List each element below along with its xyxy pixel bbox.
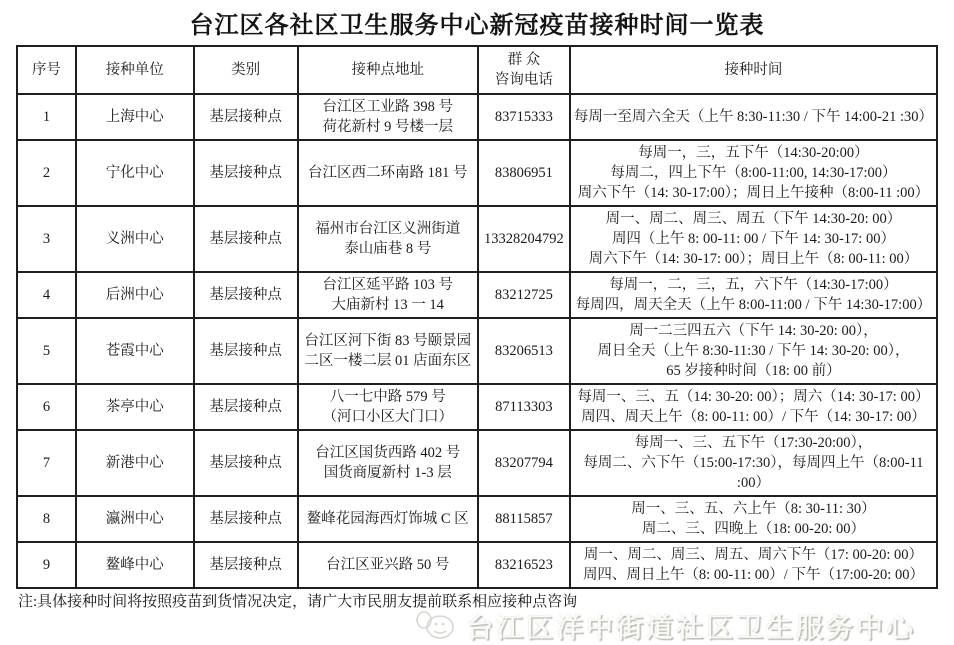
cell-line: 接种单位	[105, 62, 164, 78]
cell-phone: 13328204792	[478, 206, 570, 272]
cell-schedule	[570, 272, 937, 318]
cell-category: 基层接种点	[194, 140, 298, 206]
cell-line: 台江区国货西路 402 号	[315, 445, 461, 461]
cell-line: 周一二三四五六（下午 14: 30-20: 00），	[629, 323, 878, 339]
cell-schedule	[570, 542, 937, 588]
cell-line: （河口小区大门口）	[322, 409, 453, 425]
table-row	[17, 206, 937, 272]
footnote: 注:具体接种时间将按照疫苗到货情况决定，请广大市民朋友提前联系相应接种点咨询	[18, 594, 578, 610]
cell-line: 周六下午（14: 30-17:00）；周日上午接种（8:00-11 :00）	[577, 185, 930, 201]
cell-no: 9	[17, 542, 76, 588]
cell-line: 台江区工业路 398 号	[322, 99, 453, 115]
cell-line: 周四、周天上午（8: 00-11: 00）/ 下午（14: 30-17: 00）	[581, 409, 926, 425]
watermark-logo-icon	[414, 609, 458, 643]
cell-category: 基层接种点	[194, 542, 298, 588]
cell-no: 3	[17, 206, 76, 272]
cell-no: 6	[17, 384, 76, 430]
cell-address	[298, 318, 478, 384]
cell-line: 大庙新村 13 一 14	[331, 297, 444, 313]
cell-category: 基层接种点	[194, 94, 298, 140]
cell-line: 每周一，二，三，五，六下午（14:30-17:00）	[609, 277, 898, 293]
cell-no: 2	[17, 140, 76, 206]
column-header	[76, 46, 194, 94]
cell-phone: 83806951	[478, 140, 570, 206]
table-header-row	[17, 46, 937, 94]
cell-address	[298, 542, 478, 588]
cell-no: 7	[17, 430, 76, 496]
cell-line: 福州市台江区义洲街道	[315, 221, 461, 237]
cell-line: 类别	[231, 62, 261, 78]
cell-no: 1	[17, 94, 76, 140]
cell-line: 每周一、三、五（14: 30-20: 00）；周六（14: 30-17: 00）	[577, 389, 930, 405]
cell-line: 周四、周日上午（8: 00-11: 00）/ 下午（17:00-20: 00）	[582, 567, 924, 583]
cell-unit: 苍霞中心	[76, 318, 194, 384]
table-body	[17, 94, 937, 588]
cell-line: 八一七中路 579 号	[329, 389, 446, 405]
cell-category: 基层接种点	[194, 272, 298, 318]
cell-phone: 83715333	[478, 94, 570, 140]
cell-category: 基层接种点	[194, 206, 298, 272]
cell-line: 每周一至周六全天（上午 8:30-11:30 / 下午 14:00-21 :30）	[573, 109, 934, 125]
cell-schedule	[570, 496, 937, 542]
cell-unit: 上海中心	[76, 94, 194, 140]
table-row	[17, 430, 937, 496]
table-row	[17, 94, 937, 140]
column-header	[298, 46, 478, 94]
column-header	[570, 46, 937, 94]
cell-category: 基层接种点	[194, 384, 298, 430]
cell-phone: 88115857	[478, 496, 570, 542]
cell-line: 群 众	[507, 52, 541, 68]
cell-address	[298, 140, 478, 206]
cell-line: 周一、周二、周三、周五、周六下午（17: 00-20: 00）	[583, 547, 924, 563]
cell-line: 每周二、六下午（15:00-17:30），每周四上午（8:00-11 :00）	[583, 455, 924, 491]
cell-phone: 83212725	[478, 272, 570, 318]
cell-unit: 义洲中心	[76, 206, 194, 272]
cell-line: 台江区亚兴路 50 号	[326, 557, 450, 573]
cell-unit: 瀛洲中心	[76, 496, 194, 542]
table-row	[17, 384, 937, 430]
cell-unit: 后洲中心	[76, 272, 194, 318]
cell-phone: 83216523	[478, 542, 570, 588]
cell-schedule	[570, 430, 937, 496]
cell-phone: 87113303	[478, 384, 570, 430]
cell-line: 每周一，三，五下午（14:30-20:00）	[638, 145, 869, 161]
column-header	[17, 46, 76, 94]
cell-schedule	[570, 206, 937, 272]
cell-line: 周日全天（上午 8:30-11:30 / 下午 14: 30-20: 00），	[597, 343, 910, 359]
cell-line: 每周一、三、五下午（17:30-20:00），	[634, 435, 873, 451]
cell-line: 二区一楼二层 01 店面东区	[304, 353, 472, 369]
cell-category: 基层接种点	[194, 318, 298, 384]
cell-line: 荷花新村 9 号楼一层	[322, 119, 453, 135]
table-row	[17, 318, 937, 384]
cell-line: 台江区延平路 103 号	[322, 277, 453, 293]
cell-line: 国货商厦新村 1-3 层	[323, 465, 452, 481]
cell-schedule	[570, 94, 937, 140]
cell-phone: 83207794	[478, 430, 570, 496]
vaccination-schedule-table	[16, 45, 938, 589]
column-header	[478, 46, 570, 94]
watermark-text: 台江区洋中街道社区卫生服务中心	[466, 613, 916, 643]
cell-category: 基层接种点	[194, 496, 298, 542]
cell-line: 鳌峰花园海西灯饰城 C 区	[306, 511, 469, 527]
cell-address	[298, 94, 478, 140]
cell-address	[298, 430, 478, 496]
cell-line: 台江区西二环南路 181 号	[307, 165, 468, 181]
cell-address	[298, 206, 478, 272]
cell-address	[298, 272, 478, 318]
cell-line: 周六下午（14: 30-17: 00）；周日上午（8: 00-11: 00）	[588, 251, 919, 267]
cell-no: 5	[17, 318, 76, 384]
table-row	[17, 496, 937, 542]
cell-phone: 83206513	[478, 318, 570, 384]
table-row	[17, 542, 937, 588]
cell-line: 接种时间	[724, 62, 783, 78]
cell-address	[298, 496, 478, 542]
cell-schedule	[570, 384, 937, 430]
page-title: 台江区各社区卫生服务中心新冠疫苗接种时间一览表	[189, 13, 765, 39]
cell-line: 泰山庙巷 8 号	[344, 241, 432, 257]
column-header	[194, 46, 298, 94]
cell-address	[298, 384, 478, 430]
cell-line: 周一、三、五、六上午（8: 30-11: 30）	[631, 501, 876, 517]
cell-unit: 茶亭中心	[76, 384, 194, 430]
table-row	[17, 140, 937, 206]
cell-line: 65 岁接种时间（18: 00 前）	[666, 363, 841, 379]
cell-line: 周四（上午 8: 00-11: 00 / 下午 14: 30-17: 00）	[611, 231, 895, 247]
cell-unit: 鳌峰中心	[76, 542, 194, 588]
cell-schedule	[570, 140, 937, 206]
cell-line: 序号	[31, 62, 61, 78]
cell-unit: 新港中心	[76, 430, 194, 496]
cell-line: 周二、三、四晚上（18: 00-20: 00）	[641, 521, 866, 537]
cell-no: 8	[17, 496, 76, 542]
cell-line: 每周二，四上下午（8:00-11:00, 14:30-17:00）	[610, 165, 897, 181]
cell-category: 基层接种点	[194, 430, 298, 496]
cell-line: 每周四，周天全天（上午 8:00-11:00 / 下午 14:30-17:00）	[575, 297, 932, 313]
cell-line: 周一、周二、周三、周五（下午 14:30-20: 00）	[605, 211, 902, 227]
cell-line: 台江区河下街 83 号颐景园	[304, 333, 472, 349]
cell-line: 咨询电话	[494, 72, 553, 88]
cell-schedule	[570, 318, 937, 384]
cell-line: 接种点地址	[351, 62, 424, 78]
cell-no: 4	[17, 272, 76, 318]
cell-unit: 宁化中心	[76, 140, 194, 206]
table-row	[17, 272, 937, 318]
